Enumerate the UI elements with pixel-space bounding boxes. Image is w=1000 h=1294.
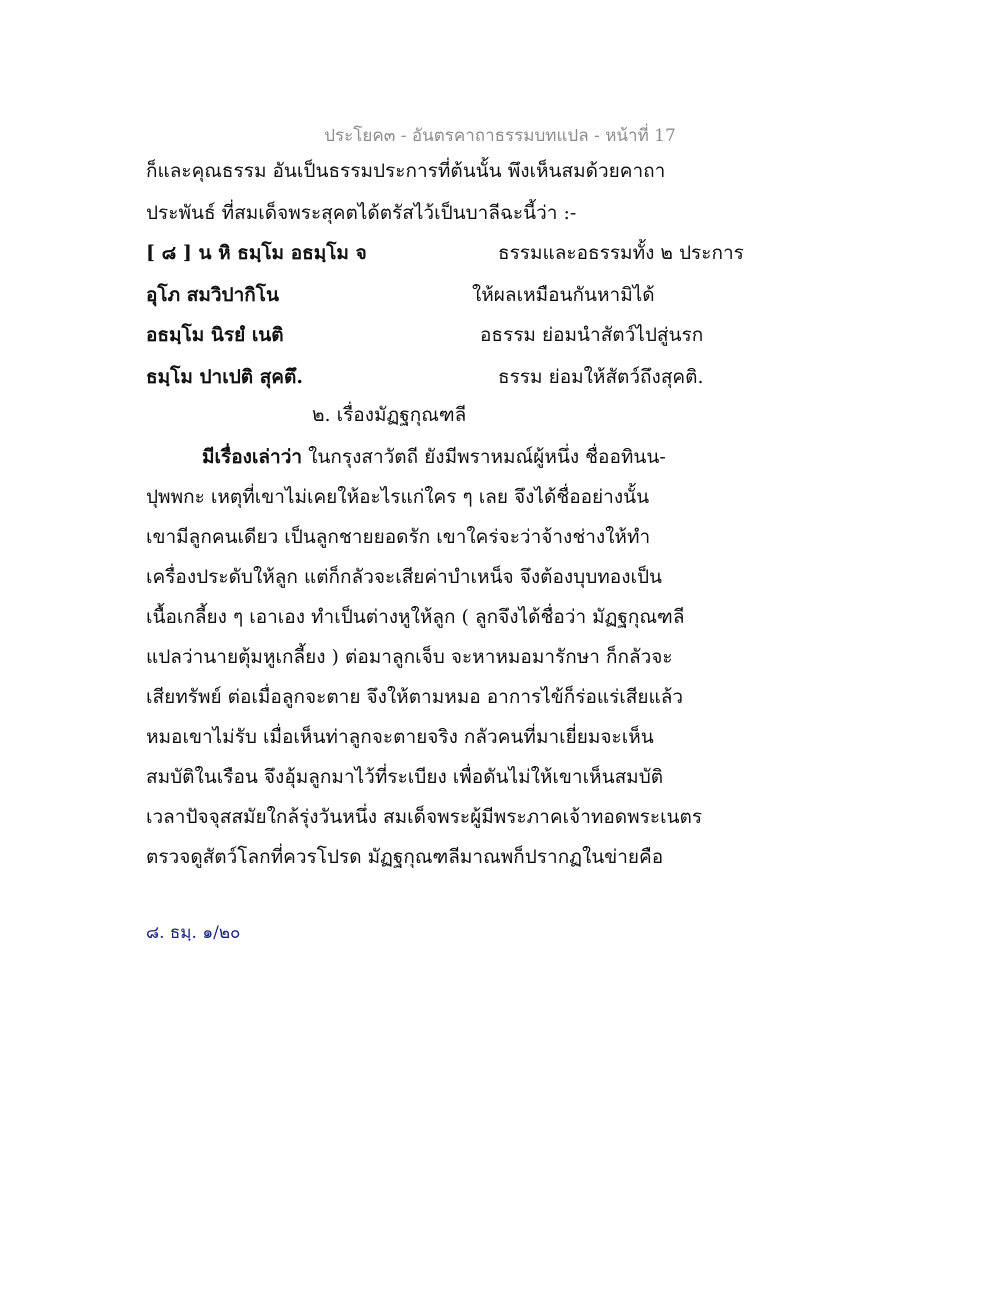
story-line: สมบัติในเรือน จึงอุ้มลูกมาไว้ที่ระเบียง เพื่อดันไม่ให้เขาเห็นสมบัติ: [146, 766, 664, 788]
verse-pali-line: อุโภ สมวิปากิโน: [146, 284, 279, 306]
story-line: แปลว่านายตุ้มหูเกลี้ยง ) ต่อมาลูกเจ็บ จะหาหมอมารักษา ก็กลัวจะ: [146, 646, 673, 668]
story-line: ปุพพกะ เหตุที่เขาไม่เคยให้อะไรแก่ใคร ๆ เลย จึงได้ชื่ออย่างนั้น: [146, 486, 650, 508]
verse-pali-line: อธมฺโม นิรยํ เนติ: [146, 324, 284, 346]
verse-pali-line: [ ๘ ] น หิ ธมฺโม อธมฺโม จ: [146, 242, 367, 264]
story-line: เสียทรัพย์ ต่อเมื่อลูกจะตาย จึงให้ตามหมอ อาการไข้ก็ร่อแร่เสียแล้ว: [146, 686, 684, 708]
story-line: เครื่องประดับให้ลูก แต่ก็กลัวจะเสียค่าบำเหน็จ จึงต้องบุบทองเป็น: [146, 566, 663, 588]
verse-translation-line: ธรรม ย่อมให้สัตว์ถึงสุคติ.: [498, 366, 704, 388]
page-header: ประโยค๓ - อันตรคาถาธรรมบทแปล - หน้าที่ 17: [324, 126, 676, 146]
story-line: ตรวจดูสัตว์โลกที่ควรโปรด มัฏฐกุณฑลีมาณพก็ปรากฏในข่ายคือ: [146, 846, 664, 868]
verse-translation-line: ธรรมและอธรรมทั้ง ๒ ประการ: [498, 242, 744, 264]
footnote: ๘. ธมฺ. ๑/๒๐: [146, 923, 241, 943]
story-lead: มีเรื่องเล่าว่า: [202, 446, 303, 468]
intro-line: ประพันธ์ ที่สมเด็จพระสุคตได้ตรัสไว้เป็นบาลีฉะนี้ว่า :-: [146, 202, 577, 224]
story-line: เวลาปัจจุสสมัยใกล้รุ่งวันหนึ่ง สมเด็จพระผู้มีพระภาคเจ้าทอดพระเนตร: [146, 806, 703, 828]
story-line: เขามีลูกคนเดียว เป็นลูกชายยอดรัก เขาใคร่จะว่าจ้างช่างให้ทำ: [146, 526, 651, 548]
story-line: เนื้อเกลี้ยง ๆ เอาเอง ทำเป็นต่างหูให้ลูก ( ลูกจึงได้ชื่อว่า มัฏฐกุณฑลี: [146, 606, 685, 628]
story-title: ๒. เรื่องมัฏฐกุณฑลี: [312, 404, 467, 426]
intro-line: ก็และคุณธรรม อันเป็นธรรมประการที่ต้นนั้น พึงเห็นสมด้วยคาถา: [146, 160, 666, 182]
story-line-text: ในกรุงสาวัตถี ยังมีพราหมณ์ผู้หนึ่ง ชื่ออทินน-: [302, 446, 666, 468]
story-first-line: [202, 448, 666, 467]
verse-translation-line: อธรรม ย่อมนำสัตว์ไปสู่นรก: [480, 324, 704, 346]
verse-translation-line: ให้ผลเหมือนกันหามิได้: [472, 284, 655, 306]
verse-pali-line: ธมฺโม ปาเปติ สุคตึ.: [146, 366, 303, 388]
story-line: หมอเขาไม่รับ เมื่อเห็นท่าลูกจะตายจริง กลัวคนที่มาเยี่ยมจะเห็น: [146, 726, 654, 748]
